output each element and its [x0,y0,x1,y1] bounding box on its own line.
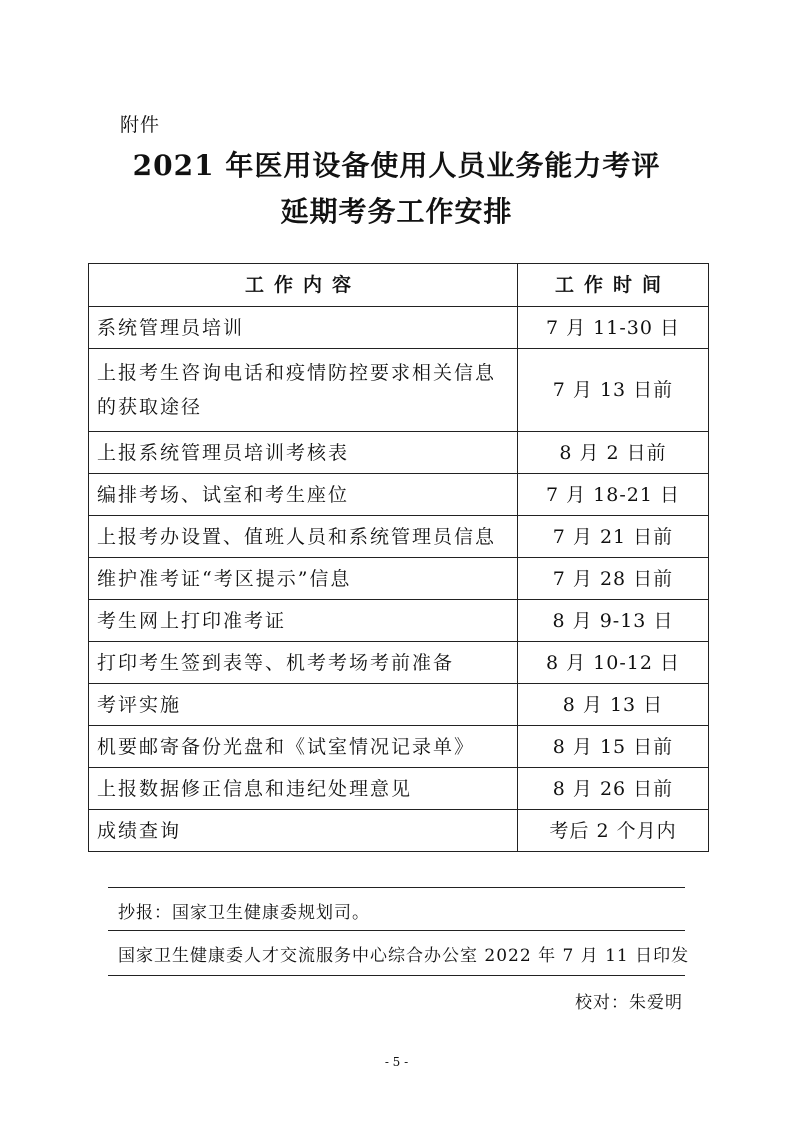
row-time: 8 月 9-13 日 [518,600,709,642]
header-work-content: 工作内容 [89,264,518,307]
row-content: 编排考场、试室和考生座位 [89,474,518,516]
row-time: 7 月 13 日前 [518,349,709,432]
row-content: 上报考办设置、值班人员和系统管理员信息 [89,516,518,558]
row-content: 上报数据修正信息和违纪处理意见 [89,768,518,810]
footer-divider-middle [108,930,685,931]
table-row [89,684,709,726]
row-time: 7 月 28 日前 [518,558,709,600]
table-row [89,349,709,432]
table-row [89,558,709,600]
table-row [89,474,709,516]
table-row [89,516,709,558]
cc-line: 抄报：国家卫生健康委规划司。 [118,903,370,923]
header-work-time: 工作时间 [518,264,709,307]
table-row [89,432,709,474]
row-content: 打印考生签到表等、机考考场考前准备 [89,642,518,684]
row-content: 上报考生咨询电话和疫情防控要求相关信息的获取途径 [89,349,518,432]
row-time: 考后 2 个月内 [518,810,709,852]
table-header-row [89,264,709,307]
row-time: 8 月 10-12 日 [518,642,709,684]
row-time: 7 月 18-21 日 [518,474,709,516]
row-time: 8 月 26 日前 [518,768,709,810]
schedule-table [88,263,709,852]
row-content: 机要邮寄备份光盘和《试室情况记录单》 [89,726,518,768]
row-time: 8 月 2 日前 [518,432,709,474]
row-time: 7 月 21 日前 [518,516,709,558]
attachment-label: 附件 [120,114,161,136]
row-time: 7 月 11-30 日 [518,307,709,349]
row-content: 考评实施 [89,684,518,726]
proofreader-line: 校对：朱爱明 [575,993,683,1013]
row-content: 上报系统管理员培训考核表 [89,432,518,474]
row-time: 8 月 13 日 [518,684,709,726]
row-content: 维护准考证“考区提示”信息 [89,558,518,600]
table-row [89,810,709,852]
document-title-line-1: 2021 年医用设备使用人员业务能力考评 [132,149,661,182]
issued-line: 国家卫生健康委人才交流服务中心综合办公室 2022 年 7 月 11 日印发 [118,946,690,966]
footer-divider-bottom [108,975,685,976]
table-row [89,768,709,810]
table-row [89,726,709,768]
table-row [89,600,709,642]
row-time: 8 月 15 日前 [518,726,709,768]
row-content: 考生网上打印准考证 [89,600,518,642]
footer-divider-top [108,887,685,888]
table-row [89,307,709,349]
page-number: - 5 - [384,1055,409,1069]
table-row [89,642,709,684]
row-content: 成绩查询 [89,810,518,852]
row-content: 系统管理员培训 [89,307,518,349]
document-title-line-2: 延期考务工作安排 [280,195,513,228]
